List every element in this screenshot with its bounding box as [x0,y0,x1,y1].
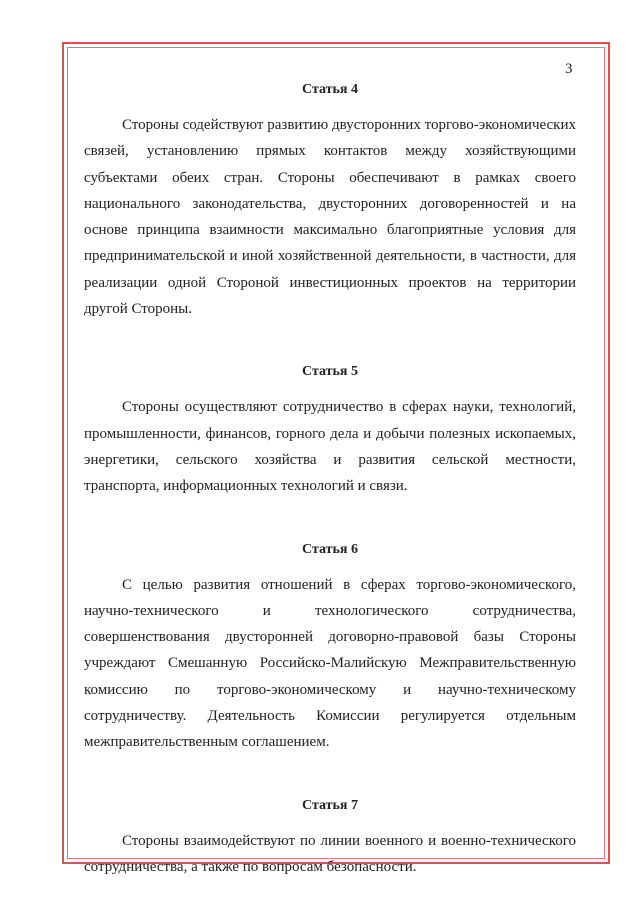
article-heading: Статья 5 [302,364,358,380]
article-4 [84,80,576,322]
article-heading: Статья 7 [302,797,358,813]
article-7 [84,796,576,881]
article-heading: Статья 4 [302,82,358,97]
article-text: Стороны осуществляют сотрудничество в сферах науки, технологий, промышленности, финансов, горного дела и добычи полезных ископаемых, энергетики, сельского хозяйства и развития сельской местности, транспорта, информационных технологий и связи. [84,399,576,495]
article-heading: Статья 6 [302,541,358,557]
article-6 [84,540,576,756]
article-5 [84,362,576,499]
page-number: 3 [565,61,573,77]
article-text: Стороны содействуют развитию двусторонних торгово-экономических связей, установлению прямых контактов между хозяйствующими субъектами обеих стран. Стороны обеспечивают в рамках своего национального законодательства, двусторонних договоренностей и на основе принципа взаимности максимально благоприятные условия для предпринимательской и иной хозяйственной деятельности, в частности, для реализации одной Стороной инвестиционных проектов на территории другой Стороны. [84,117,576,318]
article-text: Стороны взаимодействуют по линии военного и военно-технического сотрудничества, а также по вопросам безопасности. [84,832,576,875]
article-text: С целью развития отношений в сферах торгово-экономического, научно-технического и технологического сотрудничества, совершенствования двусторонней договорно-правовой базы Стороны учреждают Смешанную Российско-Малийскую Межправительственную комиссию по торгово-экономическому и научно-техническому сотрудничеству. Деятельность Комиссии регулируется отдельным межправительственным соглашением. [84,576,576,751]
document-body [84,80,576,880]
